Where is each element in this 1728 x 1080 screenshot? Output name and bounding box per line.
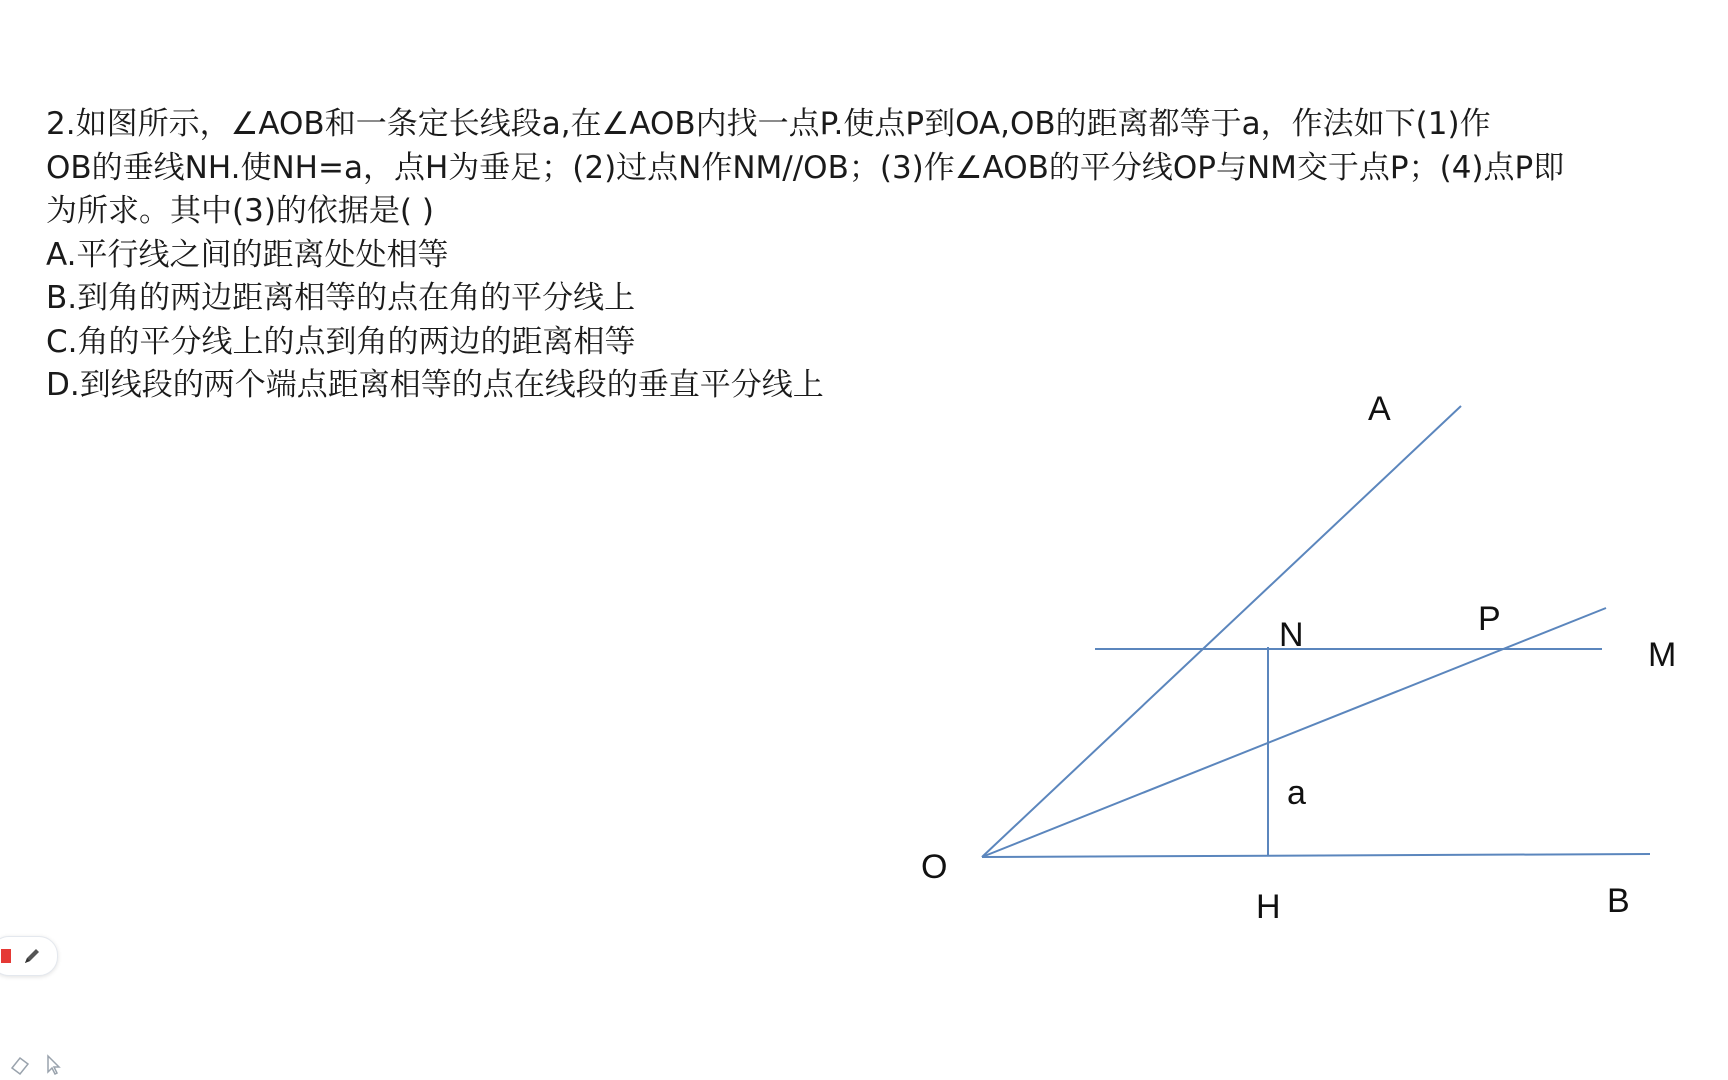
cursor-icon[interactable] (48, 1056, 59, 1074)
question-line-3: 为所求。其中(3)的依据是( ) (46, 193, 434, 229)
label-segment-a: a (1287, 774, 1306, 812)
pen-icon[interactable] (21, 945, 43, 967)
annotation-toolbar[interactable] (0, 936, 58, 976)
eraser-icon[interactable] (12, 1058, 28, 1074)
question-line-2: OB的垂线NH.使NH=a，点H为垂足；(2)过点N作NM//OB；(3)作∠AOB的平分线OP与NM交于点P；(4)点P即 (46, 149, 1565, 186)
ray-oa (982, 406, 1461, 857)
label-b-point: B (1607, 882, 1630, 920)
label-p-point: P (1478, 600, 1501, 638)
label-o-point: O (921, 848, 948, 886)
label-h-point: H (1256, 888, 1281, 926)
question-line-1: 2.如图所示，∠AOB和一条定长线段a,在∠AOB内找一点P.使点P到OA,OB的距离都等于a，作法如下(1)作 (46, 106, 1491, 142)
bottom-tool-icons (8, 1052, 68, 1076)
option-b: B.到角的两边距离相等的点在角的平分线上 (46, 280, 636, 316)
red-square-icon[interactable] (1, 949, 11, 963)
label-m-point: M (1648, 636, 1677, 674)
label-n-point: N (1279, 616, 1304, 654)
option-a: A.平行线之间的距离处处相等 (46, 236, 449, 273)
ray-ob (982, 854, 1650, 857)
option-d: D.到线段的两个端点距离相等的点在线段的垂直平分线上 (46, 367, 824, 403)
option-c: C.角的平分线上的点到角的两边的距离相等 (46, 323, 636, 360)
label-a-point: A (1368, 390, 1391, 428)
